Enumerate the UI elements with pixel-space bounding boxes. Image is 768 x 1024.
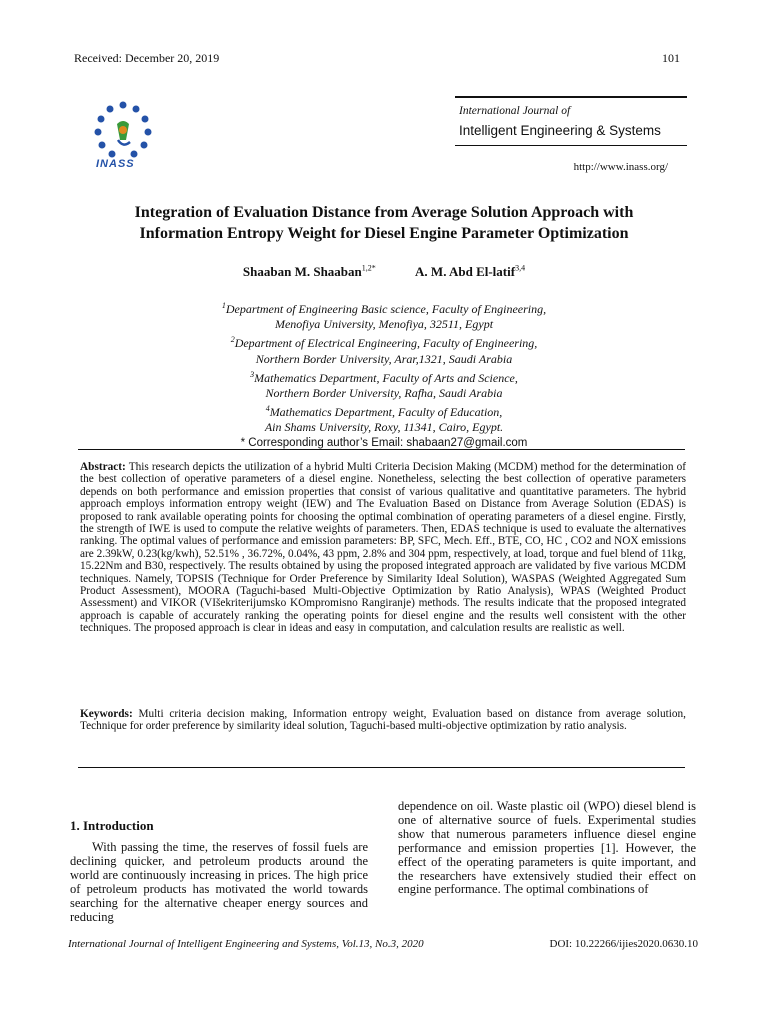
- affiliation-line: Menofiya University, Menofiya, 32511, Egypt: [274, 317, 494, 332]
- journal-name-line2: Intelligent Engineering & Systems: [459, 123, 661, 138]
- footer-journal-reference: International Journal of Intelligent Engineering and Systems, Vol.13, No.3, 2020: [68, 938, 424, 950]
- section-heading-introduction: 1. Introduction: [70, 818, 154, 833]
- inass-logo: [92, 100, 154, 162]
- abstract-label: Abstract:: [80, 461, 126, 473]
- logo-wordmark: INASS: [96, 158, 135, 170]
- abstract-bottom-rule: [78, 767, 685, 768]
- journal-name-line1: International Journal of: [459, 105, 571, 117]
- affiliation-line: Northern Border University, Rafha, Saudi Arabia: [265, 386, 503, 401]
- abstract: [80, 461, 686, 635]
- title-line-2: Information Entropy Weight for Diesel Engine Parameter Optimization: [139, 225, 629, 242]
- footer-doi[interactable]: DOI: 10.22266/ijies2020.0630.10: [549, 938, 698, 950]
- author-1: Shaaban M. Shaaban$^{1,2*}$: [242, 264, 376, 280]
- title-line-1: Integration of Evaluation Distance from Average Solution Approach with: [134, 204, 634, 221]
- keywords-text: Multi criteria decision making, Information entropy weight, Evaluation based on distance from average solution, Technique for order preference by similarity ideal solution, Taguchi-based multi-objective optimization by ratio analysis.: [80, 708, 686, 733]
- keywords-label: Keywords:: [80, 708, 133, 720]
- corresponding-author-email: * Corresponding author’s Email: shabaan27@gmail.com: [240, 436, 528, 449]
- abstract-text: This research depicts the utilization of a hybrid Multi Criteria Decision Making (MCDM) method for the determination of the best collection of operative parameters of a diesel engine. Nonetheless, selecting the best collection of operative parameters depends on both performance and emission properties that consist of various qualitative and quantitative parameters. The hybrid approach employs information entropy weight (IEW) and The Evaluation Based on Distance from Average Solution (EDAS) is proposed to rank available operating points for choosing the optimal combination of operating parameters of a diesel engine. Firstly, the strength of IWE is used to compute the relative weights of parameters. Then, EDAS technique is used to evaluate the alternatives ranking. The optimal values of performance and emission parameters: BP, SFC, Mech. Eff., BTE, CO, HC , CO2 and NOX emissions are 2.39kW, 0.23(kg/kwh), 52.51% , 36.72%, 0.04%, 43 ppm, 2.8% and 304 ppm, respectively, at load, torque and fuel blend of 11kg, 15.22Nm and B30, respectively. The results obtained by using the proposed integrated approach are validated by five various MCDM techniques. Namely, TOPSIS (Technique for Order Preference by Similarity Ideal Solution), WASPAS (Weighted Aggregated Sum Product Assessment), MOORA (Taguchi-based Multi-Objective Optimization by Ratio Analysis), WPAS (Weighted Product Assessment) and VIKOR (VIšekriterijumsko KOmpromisno Rangiranje) methods. The results indicate that the proposed integrated approach is capable of accurately ranking the operating points for diesel engine and the results well consistent with the other techniques. The proposed approach is clear in ideas and easy in computation, and calculation results are realistic as well.: [80, 461, 686, 635]
- affiliation-line: Northern Border University, Arar,1321, Saudi Arabia: [255, 351, 513, 366]
- affiliation-line: $^4$Mathematics Department, Faculty of Education,: [265, 404, 503, 420]
- author-2: A. M. Abd El-latif$^{3,4}$: [415, 264, 526, 280]
- affiliation-line: $^1$Department of Engineering Basic science, Faculty of Engineering,: [221, 301, 547, 316]
- affiliation-line: $^3$Mathematics Department, Faculty of Arts and Science,: [250, 369, 518, 385]
- journal-bottom-rule: [455, 145, 687, 146]
- intro-right-column: dependence on oil. Waste plastic oil (WPO) diesel blend is one of alternative source of fuels. Experimental studies show that numerous parameters influence diesel engine performance and emission properties [1]. However, the effect of the operating parameters is quite important, and the researchers have extensively studied their effect on engine performance. The optimal combinations of: [398, 799, 696, 897]
- page-number: 101: [662, 51, 680, 65]
- affiliation-line: Ain Shams University, Roxy, 11341, Cairo, Egypt.: [264, 420, 504, 435]
- intro-left-column: With passing the time, the reserves of fossil fuels are declining quicker, and petroleum products around the world are continuously increasing in prices. The high price of petroleum products has motivated the world towards searching for the alternative cheaper energy sources and reducing: [70, 840, 368, 924]
- received-date: Received: December 20, 2019: [74, 51, 220, 65]
- abstract-top-rule: [78, 449, 685, 450]
- paper-title: [70, 202, 698, 244]
- journal-url[interactable]: http://www.inass.org/: [573, 161, 668, 173]
- affiliations: [70, 298, 698, 451]
- keywords: [80, 708, 686, 733]
- journal-top-rule: [455, 96, 687, 98]
- author-list: [70, 264, 698, 280]
- affiliation-line: $^2$Department of Electrical Engineering, Faculty of Engineering,: [230, 335, 538, 351]
